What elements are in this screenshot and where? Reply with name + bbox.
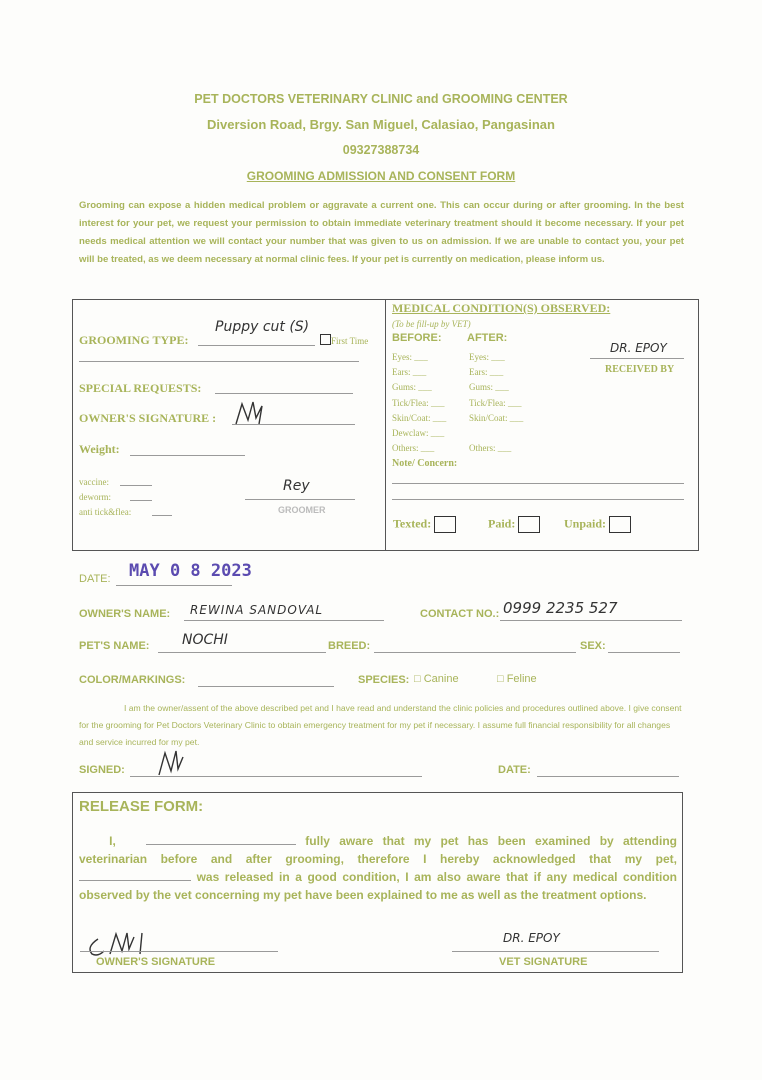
weight-line [130, 455, 245, 456]
unpaid-checkbox[interactable] [564, 516, 631, 533]
grooming-type-label: GROOMING TYPE: [79, 333, 189, 347]
anti-tick-label: anti tick&flea: [79, 507, 132, 517]
owner-name-value[interactable]: REWINA SANDOVAL [190, 603, 324, 617]
date-label: DATE: [79, 573, 111, 585]
consent-date-label: DATE: [498, 764, 531, 776]
breed-label: BREED: [328, 640, 371, 652]
medical-title: MEDICAL CONDITION(S) OBSERVED: [392, 301, 611, 315]
paid-label: Paid: [488, 516, 516, 531]
canine-option[interactable]: □ Canine [414, 673, 459, 685]
before-skin: Skin/Coat: ___ [392, 412, 447, 423]
intro-paragraph: Grooming can expose a hidden medical problem or aggravate a current one. This can occur during or after grooming. In the best interest for your pet, we request your permission to obtain immediate veterinary treatment should it become necessary. If your pet needs medical attention we will contact your number that was given to us on admission. If we are unable to contact you, your pet will be treated, as we deem necessary at normal clinic fees. If your pet is currently on medication, please inform us. [79, 200, 684, 265]
sex-label: SEX: [580, 640, 606, 652]
anti-tick-line [152, 515, 172, 516]
release-owner-line [80, 951, 278, 952]
special-requests-label: SPECIAL REQUESTS: [79, 381, 202, 395]
owner-name-line [184, 620, 384, 621]
clinic-phone: 09327388734 [342, 143, 420, 157]
first-time-checkbox[interactable] [320, 334, 368, 347]
release-owner-blank[interactable] [146, 832, 296, 845]
owner-signature-mark [232, 398, 272, 430]
grooming-type-value[interactable]: Puppy cut (S) [215, 319, 310, 335]
groomer-label: GROOMER [278, 505, 326, 515]
feline-option[interactable]: □ Feline [497, 673, 537, 685]
contact-value[interactable]: 0999 2235 527 [503, 599, 618, 617]
after-others: Others: ___ [469, 443, 512, 454]
pet-name-label: PET'S NAME: [79, 640, 150, 652]
signed-signature-mark [156, 747, 188, 779]
note-label: Note/ Concern: [392, 458, 458, 469]
release-text-part3: was released in a good condition, I am also aware that if any medical condition observed by the vet concerning my pet have been explained to me as well as the treatment options. [79, 870, 678, 902]
form-title: GROOMING ADMISSION AND CONSENT FORM [246, 169, 516, 183]
after-list [469, 350, 523, 456]
table-divider [385, 299, 386, 550]
dewclaw: Dewclaw: ___ [392, 428, 445, 439]
vaccine-label: vaccine: [79, 477, 109, 487]
after-eyes: Eyes: ___ [469, 352, 505, 362]
owner-name-label: OWNER'S NAME: [79, 608, 171, 620]
before-eyes: Eyes: ___ [392, 352, 428, 362]
paid-checkbox[interactable] [488, 516, 540, 533]
color-label: COLOR/MARKINGS: [79, 674, 186, 686]
groomer-value[interactable]: Rey [283, 478, 310, 494]
vet-signature-line [452, 951, 659, 952]
release-owner-signature-mark [84, 927, 164, 959]
pet-name-line [158, 652, 326, 653]
texted-checkbox[interactable] [393, 516, 456, 533]
unpaid-label: Unpaid: [564, 516, 607, 531]
after-skin: Skin/Coat: ___ [469, 412, 524, 423]
canine-label: Canine [423, 673, 459, 685]
deworm-line [130, 500, 152, 501]
groomer-line [245, 499, 355, 500]
release-text-part2: fully aware that my pet has been examined by attending veterinarian before and after grooming, therefore I hereby acknowledged that my pet, [79, 834, 677, 866]
medical-subtitle: (To be fill-up by VET) [392, 319, 471, 329]
release-text [79, 832, 677, 904]
release-title: RELEASE FORM: [79, 798, 204, 815]
owner-signature-label: OWNER'S SIGNATURE : [79, 411, 217, 425]
before-tick: Tick/Flea: ___ [392, 397, 445, 408]
vaccine-line [120, 485, 152, 486]
clinic-name: PET DOCTORS VETERINARY CLINIC and GROOMING CENTER [194, 92, 568, 106]
color-line [198, 686, 334, 687]
first-time-label: First Time [331, 336, 369, 346]
received-by-value[interactable]: DR. EPOY [610, 341, 667, 355]
texted-label: Texted: [393, 516, 432, 531]
pet-name-value[interactable]: NOCHI [182, 632, 228, 648]
breed-line [374, 652, 576, 653]
contact-line [500, 620, 682, 621]
release-pet-blank[interactable] [79, 868, 191, 881]
before-ears: Ears: ___ [392, 367, 427, 378]
consent-date-line [537, 776, 679, 777]
after-ears: Ears: ___ [469, 367, 504, 378]
release-owner-signature-label: OWNER'S SIGNATURE [96, 956, 216, 968]
vet-signature-label: VET SIGNATURE [499, 956, 588, 968]
date-line [116, 585, 232, 586]
note-line-2 [392, 499, 684, 500]
deworm-label: deworm: [79, 492, 111, 502]
grooming-type-line [198, 345, 315, 346]
signed-label: SIGNED: [79, 764, 125, 776]
before-gums: Gums: ___ [392, 382, 432, 393]
divider-line [79, 361, 359, 362]
before-others: Others: ___ [392, 443, 435, 454]
contact-label: CONTACT NO.: [420, 608, 500, 620]
after-label: AFTER: [467, 332, 508, 344]
after-tick: Tick/Flea: ___ [469, 397, 522, 408]
clinic-address: Diversion Road, Brgy. San Miguel, Calasiao, Pangasinan [207, 117, 555, 132]
vet-signature-value[interactable]: DR. EPOY [503, 931, 560, 945]
consent-text: I am the owner/assent of the above described pet and I have read and understand the clinic policies and procedures outlined above. I give consent for the grooming for Pet Doctors Veterinary Clinic to obtain emergency treatment for my pet if necessary. I assume full financial responsibility for all changes and service incurred for my pet. [79, 703, 682, 747]
before-list [392, 350, 446, 456]
feline-label: Feline [506, 673, 537, 685]
sex-line [608, 652, 680, 653]
species-label: SPECIES: [358, 674, 410, 686]
after-gums: Gums: ___ [469, 382, 509, 393]
weight-label: Weight: [79, 442, 120, 456]
before-label: BEFORE: [392, 332, 442, 344]
received-by-line [590, 358, 684, 359]
note-line-1 [392, 483, 684, 484]
special-requests-line [215, 393, 353, 394]
release-i: I, [109, 834, 116, 848]
received-by-label: RECEIVED BY [605, 364, 675, 375]
date-stamp[interactable]: MAY 0 8 2023 [129, 561, 252, 581]
